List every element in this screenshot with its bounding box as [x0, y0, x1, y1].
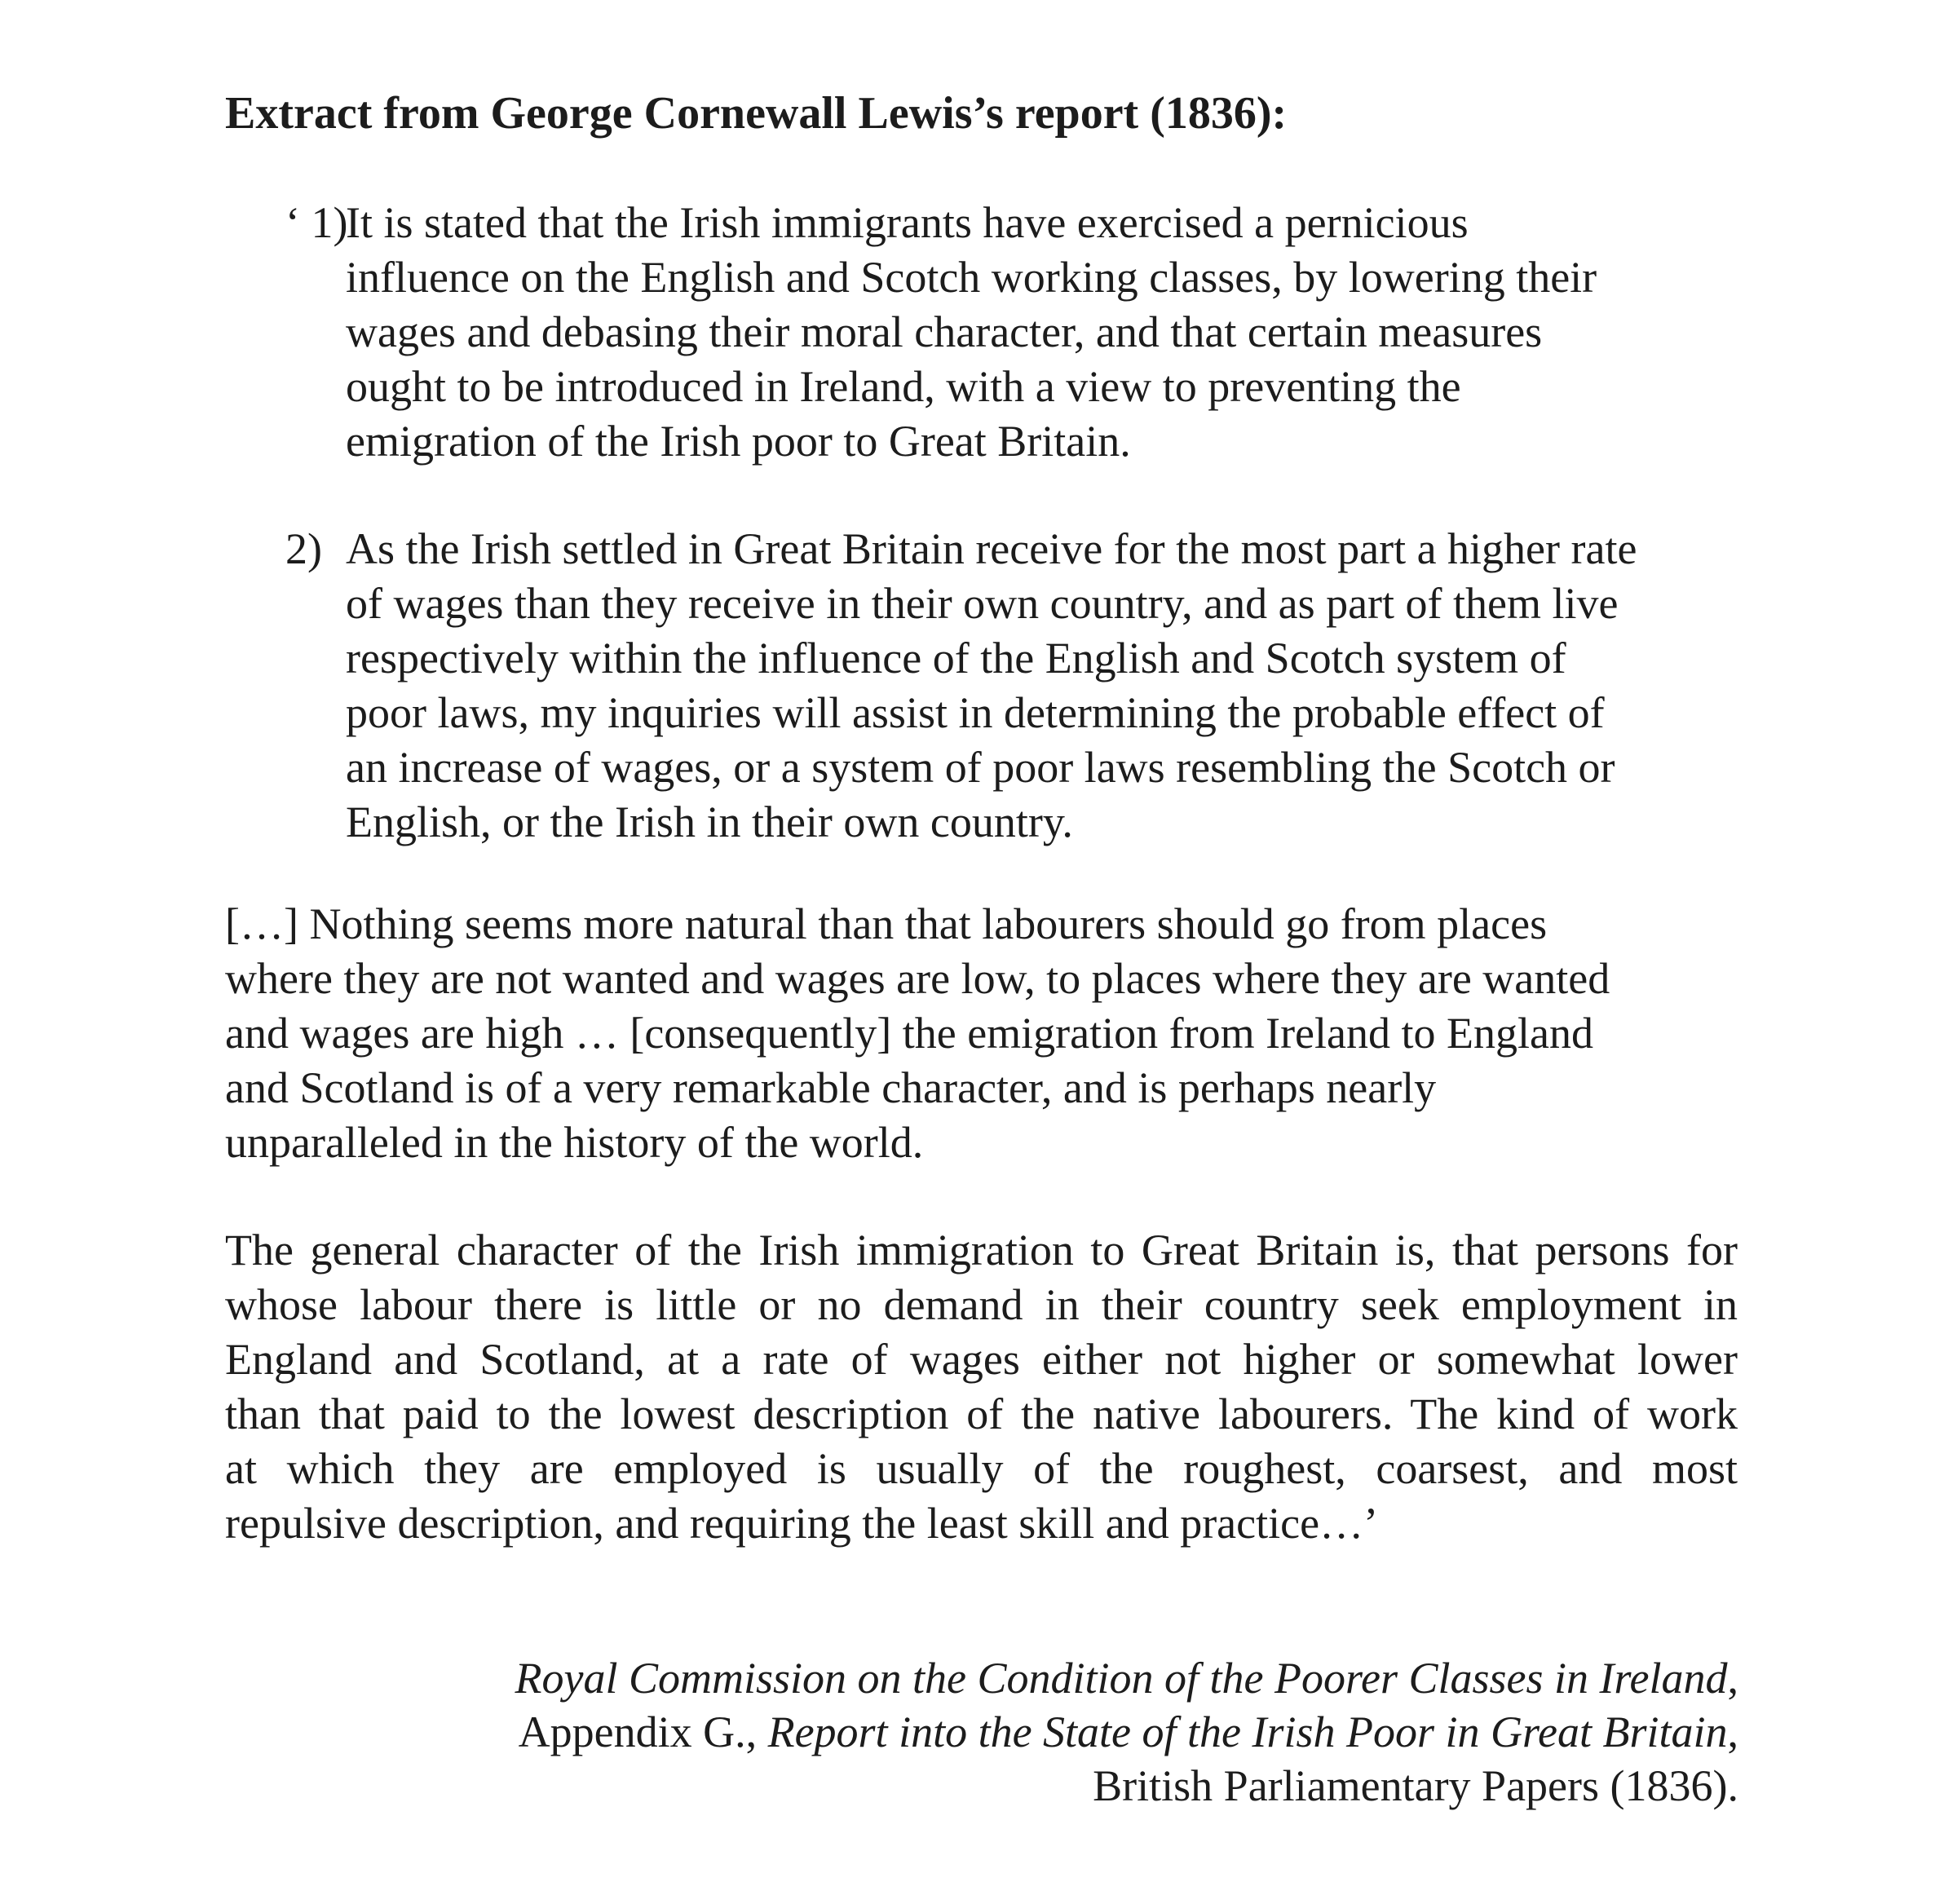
paragraph-line: England and Scotland, at a rate of wages either not higher or somewhat lower — [225, 1335, 1738, 1384]
document-heading: Extract from George Cornewall Lewis’s report (1836): — [225, 88, 1288, 139]
paragraph-line: repulsive description, and requiring the least skill and practice…’ — [225, 1499, 1379, 1548]
paragraph-line: at which they are employed is usually of the roughest, coarsest, and most — [225, 1444, 1738, 1493]
body-paragraph-1 — [225, 897, 1610, 1170]
paragraph-line: whose labour there is little or no demand in their country seek employment in — [225, 1280, 1738, 1329]
numbered-point-1 — [285, 196, 1737, 469]
citation-punctuation: , — [1727, 1654, 1738, 1703]
point-line: As the Irish settled in Great Britain receive for the most part a higher rate — [346, 524, 1637, 573]
paragraph-line: than that paid to the lowest description of the native labourers. The kind of work — [225, 1389, 1738, 1438]
citation-line-1 — [515, 1651, 1738, 1705]
point-line: respectively within the influence of the English and Scotch system of — [346, 634, 1566, 683]
point-line: English, or the Irish in their own country. — [346, 797, 1073, 846]
paragraph-line: where they are not wanted and wages are low, to places where they are wanted — [225, 954, 1610, 1003]
point-line: emigration of the Irish poor to Great Britain. — [346, 417, 1131, 466]
paragraph-line: and Scotland is of a very remarkable character, and is perhaps nearly — [225, 1063, 1437, 1112]
point-line: ought to be introduced in Ireland, with a view to preventing the — [346, 362, 1461, 411]
body-paragraph-2 — [225, 1223, 1738, 1551]
numbered-point-2 — [285, 522, 1737, 850]
paragraph-line: The general character of the Irish immigration to Great Britain is, that persons for — [225, 1226, 1738, 1274]
point-marker: 2) — [285, 524, 322, 573]
paragraph-line: and wages are high … [consequently] the emigration from Ireland to England — [225, 1009, 1593, 1058]
citation-title: Royal Commission on the Condition of the Poorer Classes in Ireland — [515, 1654, 1728, 1703]
point-line: an increase of wages, or a system of poor laws resembling the Scotch or — [346, 743, 1615, 792]
citation-line-2 — [515, 1705, 1738, 1759]
point-line: It is stated that the Irish immigrants have exercised a pernicious — [346, 198, 1469, 247]
point-line: of wages than they receive in their own country, and as part of them live — [346, 579, 1619, 628]
citation-report-title: Report into the State of the Irish Poor in Great Britain — [767, 1707, 1728, 1756]
paragraph-line: […] Nothing seems more natural than that labourers should go from places — [225, 899, 1548, 948]
point-line: wages and debasing their moral character, and that certain measures — [346, 307, 1543, 356]
citation-line-3: British Parliamentary Papers (1836). — [1093, 1761, 1738, 1810]
citation-prefix: Appendix G., — [518, 1707, 768, 1756]
point-marker: ‘ 1) — [285, 198, 348, 247]
paragraph-line: unparalleled in the history of the world. — [225, 1118, 924, 1167]
point-line: poor laws, my inquiries will assist in determining the probable effect of — [346, 688, 1605, 737]
source-citation — [515, 1651, 1738, 1813]
point-line: influence on the English and Scotch working classes, by lowering their — [346, 253, 1597, 302]
citation-punctuation: , — [1727, 1707, 1738, 1756]
